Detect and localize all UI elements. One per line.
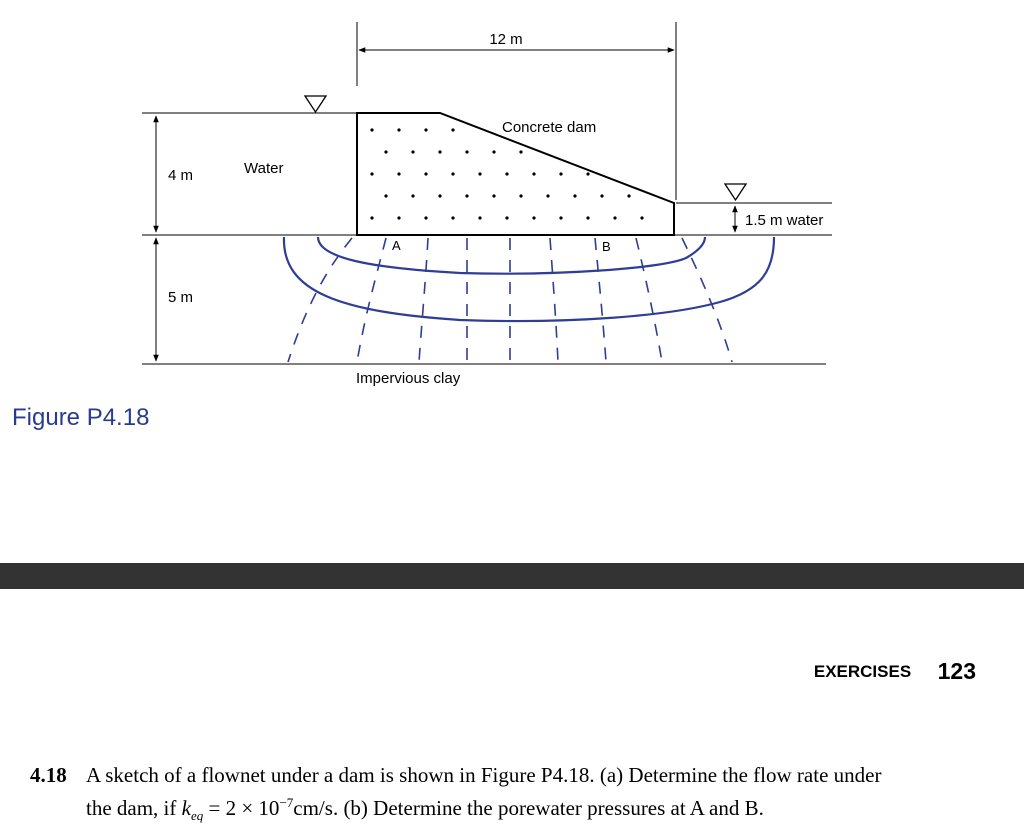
problem-text-line-1: A sketch of a flownet under a dam is shown in Figure P4.18. (a) Determine the flow rate under: [86, 763, 882, 787]
dam-dot: [397, 216, 400, 219]
dam-dot: [505, 172, 508, 175]
dam-dot: [424, 172, 427, 175]
dam-dot: [438, 194, 441, 197]
left-dimensions: [156, 116, 193, 361]
problem-text-2b: = 2 × 10: [203, 796, 280, 820]
dam-dot: [424, 216, 427, 219]
problem-4-18: [30, 762, 990, 829]
dam-dot: [451, 128, 454, 131]
dam-dot: [613, 216, 616, 219]
exponent: −7: [279, 795, 294, 810]
page-number: 123: [937, 658, 976, 684]
dam-dot: [451, 172, 454, 175]
dam-dot: [424, 128, 427, 131]
point-b-label: B: [602, 239, 611, 254]
dam-dot: [640, 216, 643, 219]
equipotential-8: [636, 238, 662, 362]
dam-dot: [586, 172, 589, 175]
point-a-label: A: [392, 238, 401, 253]
dam-dot: [505, 216, 508, 219]
equipotential-2: [357, 238, 386, 362]
running-head: [814, 658, 976, 685]
flow-line-1: [318, 237, 705, 274]
dam-dot: [532, 172, 535, 175]
downstream-level-icon: [725, 184, 746, 200]
page-divider-bar: [0, 563, 1024, 589]
k-variable: k: [181, 796, 191, 820]
dam-dot: [451, 216, 454, 219]
dam-dot: [586, 216, 589, 219]
k-subscript-text: eq: [190, 808, 204, 824]
problem-text-2a: the dam, if: [86, 796, 182, 820]
equipotential-6: [550, 238, 558, 362]
dam-dot: [397, 172, 400, 175]
dam-dot: [370, 172, 373, 175]
section-title: EXERCISES: [813, 661, 912, 681]
dam-dot: [478, 216, 481, 219]
k-subscript: [191, 808, 203, 823]
dam-dot: [411, 194, 414, 197]
dam-dot: [384, 150, 387, 153]
equipotential-3: [419, 238, 428, 362]
dam-dot: [519, 150, 522, 153]
equipotential-7: [595, 238, 606, 362]
dam-dot: [478, 172, 481, 175]
dam-dot: [627, 194, 630, 197]
dam-dot: [492, 194, 495, 197]
dam-label: Concrete dam: [502, 119, 597, 136]
problem-text-2c: cm/s. (b) Determine the porewater pressures at A and B.: [293, 796, 764, 820]
dam-dot: [492, 150, 495, 153]
problem-text-line-2: [30, 789, 990, 829]
downstream-water-label: 1.5 m water: [745, 212, 824, 229]
dim-5m-label: 5 m: [168, 289, 194, 306]
water-label: Water: [244, 160, 284, 177]
dam-dot: [370, 128, 373, 131]
figure-caption: Figure P4.18: [12, 404, 150, 431]
dim-4m-label: 4 m: [168, 167, 194, 184]
dam-dot: [600, 194, 603, 197]
dam-dot: [519, 194, 522, 197]
dam-dot: [411, 150, 414, 153]
dam-dot: [438, 150, 441, 153]
top-dimension-label: 12 m: [489, 31, 523, 48]
dam-dot: [546, 194, 549, 197]
dam-dot: [370, 216, 373, 219]
downstream-water: [676, 184, 832, 232]
dam-dot: [384, 194, 387, 197]
dam-dot: [465, 194, 468, 197]
dam-dot: [559, 216, 562, 219]
dam-dot: [532, 216, 535, 219]
dam-dot: [465, 150, 468, 153]
water-level-icon: [305, 96, 326, 112]
problem-number: 4.18: [30, 763, 67, 787]
upstream-water: [142, 96, 357, 177]
equipotential-lines: [288, 238, 732, 362]
impervious-clay-label: Impervious clay: [356, 370, 461, 387]
dam-dot: [559, 172, 562, 175]
concrete-dam: [357, 113, 674, 235]
dam-dot: [397, 128, 400, 131]
dam-dot: [573, 194, 576, 197]
